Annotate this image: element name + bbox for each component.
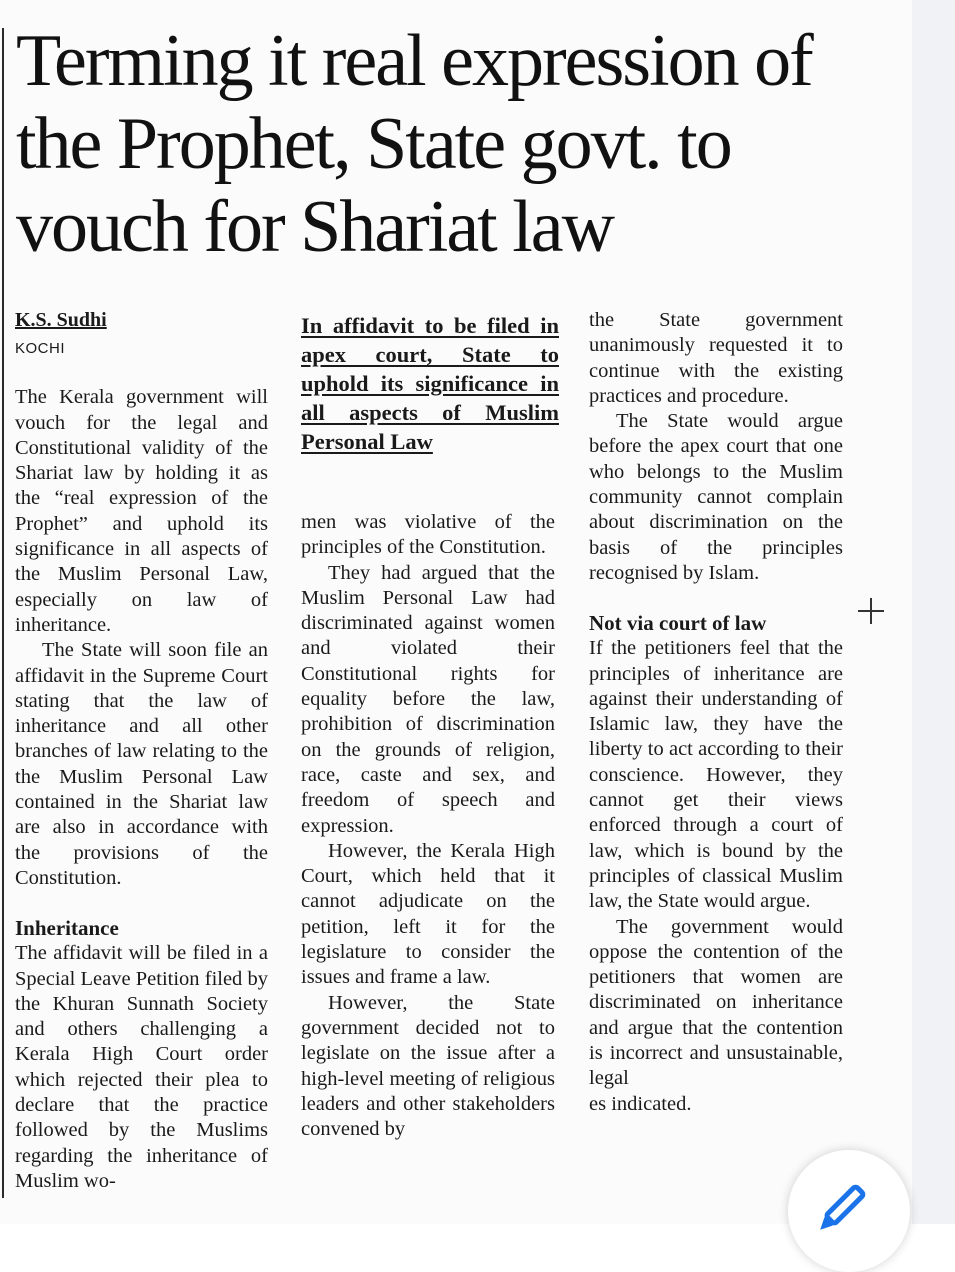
deck: In affidavit to be filed in apex court, State to uphold its significance in all aspects of Muslim Personal Law: [301, 313, 559, 454]
paragraph: The State would argue before the apex court that one who belongs to the Muslim community cannot complain about discrimination on the basis of the principles recognised by Islam.: [589, 410, 843, 584]
paragraph: The affidavit will be filed in a Special Leave Petition filed by the Khuran Sunnath Society and others challenging a Kerala High Court order which rejected their plea to declare that the practice followed by the Muslims regarding the inheritance of Muslim wo-: [15, 942, 268, 1192]
byline: K.S. Sudhi: [15, 309, 107, 331]
plus-cursor-icon: [858, 598, 884, 624]
paragraph: The Kerala government will vouch for the legal and Constitutional validity of the Shariat law by holding it as the “real expression of the Prophet” and uphold its significance in all aspects of the Muslim Personal Law, especially on law of inheritance.: [15, 386, 268, 636]
column-1: [15, 308, 268, 1194]
column-3: [589, 308, 843, 1117]
paragraph: However, the Kerala High Court, which held that it cannot adjudicate on the petition, left it for the legislature to consider the issues and frame a law.: [301, 839, 555, 989]
dateline: KOCHI: [15, 340, 66, 357]
paragraph: es indicated.: [589, 1092, 692, 1115]
paragraph: The government would oppose the contention of the petitioners that women are discriminated on inheritance and argue that the contention is incorrect and unsustainable, legal: [589, 915, 843, 1090]
paragraph: The State will soon file an affidavit in the Supreme Court stating that the law of inheritance and all other branches of law relating to the the Muslim Personal Law contained in the Shariat law are also in accordance with the provisions of the Constitution.: [15, 639, 268, 889]
pencil-icon: [810, 1180, 870, 1240]
subhead-inheritance: Inheritance: [15, 916, 119, 941]
paragraph: However, the State government decided not to legislate on the issue after a high-level meeting of religious leaders and other stakeholders convened by: [301, 991, 555, 1141]
subhead-not-via-court: Not via court of law: [589, 611, 767, 636]
paragraph: men was violative of the principles of the Constitution.: [301, 511, 555, 559]
column-2: [301, 308, 559, 1142]
edit-button[interactable]: [788, 1150, 910, 1272]
column-rule: [2, 28, 4, 1198]
paragraph: the State government unanimously requested it to continue with the existing practices and procedure.: [589, 309, 843, 407]
paragraph: They had argued that the Muslim Personal Law had discriminated against women and violated their Constitutional rights for equality before the law, prohibition of discrimination on the grounds of religion, race, caste and sex, and freedom of speech and expression.: [301, 561, 555, 837]
paragraph: If the petitioners feel that the principles of inheritance are against their understanding of Islamic law, they have the liberty to act according to their conscience. However, they cannot get their views enforced through a court of law, which is bound by the principles of classical Muslim law, the State would argue.: [589, 637, 843, 913]
headline: Terming it real expression of the Prophet, State govt. to vouch for Shariat law: [16, 20, 812, 268]
viewer-side-panel: [912, 0, 955, 1224]
